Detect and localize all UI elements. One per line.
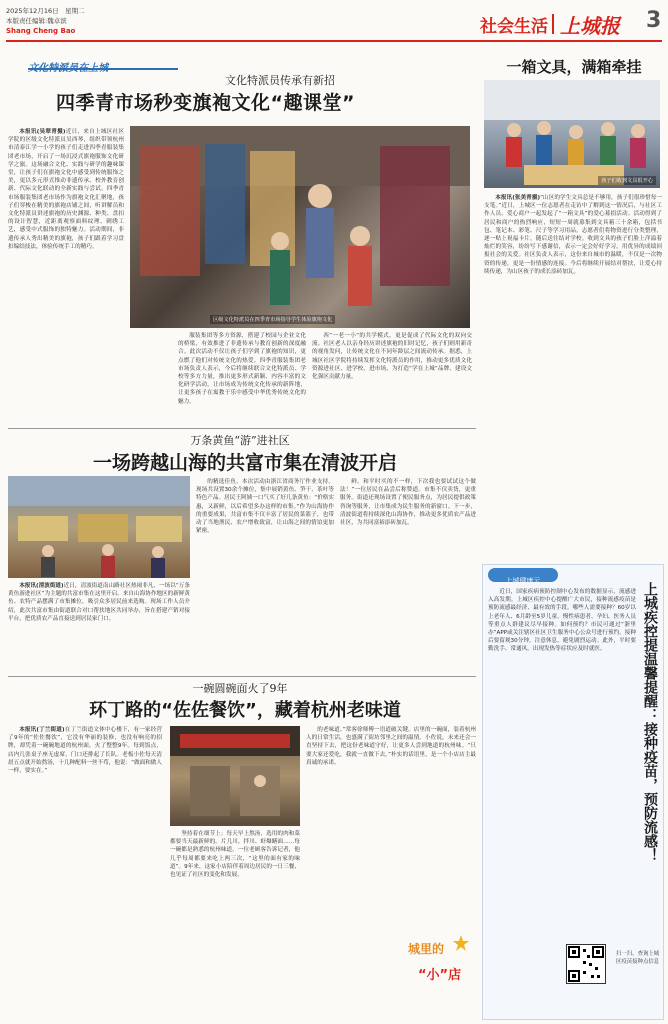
section-divider-1 (8, 428, 476, 429)
corner-badge (404, 930, 474, 1000)
story3-photo (8, 476, 190, 578)
page-number: 3 (646, 8, 662, 33)
story2-body (484, 194, 662, 554)
story1-photo-caption: 区级文化特派员在四季青市场指导学生体验旗袍文化 (210, 315, 335, 324)
masthead (0, 0, 668, 54)
story4-headline: 环丁路的“佐佐餐饮”，藏着杭州老味道 (89, 700, 401, 721)
corner-badge-line2: “小”店 (418, 968, 462, 983)
star-icon (452, 934, 470, 952)
story2-byline: 本报讯(张美青摄) (495, 195, 541, 201)
story3-photo-scene (8, 476, 190, 578)
story5-headline (640, 582, 662, 882)
story3-col3-text: 鲜，和平时买的不一样，下次我也要试试这个做法！”一位居民在品尝后称赞道。市集不仅卖货，更重服务。街道还现场设置了便民服务点，为居民提供政策咨询等服务，让市集成为民生服务的新窗口。下一步，清波街道将持续深化山海协作，推动更多优质农产品进社区，为共同富裕添砖加瓦。 (340, 479, 476, 527)
story2-photo-caption: 孩子们收到文具很开心 (598, 176, 656, 185)
story4-col2 (170, 830, 300, 1016)
column-badge-text: 文化特派员在上城 (28, 63, 108, 74)
corner-badge-line1: 城里的 (408, 942, 445, 956)
story1-col3 (312, 332, 472, 424)
story3-col3 (340, 478, 476, 672)
story2-photo (484, 80, 660, 188)
story5-body-text: 近日，国家疾病预防控制中心发布的数据显示，流感进入高发期。上城区疾控中心提醒广大市民，接种流感疫苗是预防流感最经济、最有效的手段。哪些人需要接种？60岁以上老年人、6月龄至5岁儿童、慢性病患者、孕妇、医务人员等重点人群建议尽早接种。如何预约？市民可通过“浙里办”APP或关注辖区社区卫生服务中心公众号进行预约。接种后要留观30分钟，注意休息，避免剧烈运动。此外，平时要勤洗手、常通风，出现发热等症状应及时就医。 (488, 589, 636, 653)
story1-byline: 本报讯(吴翠青摄) (19, 129, 66, 135)
story3-byline: 本报讯(清波街道) (19, 583, 64, 589)
story1-photo-scene (130, 126, 470, 328)
story3-kicker: 万条黄鱼“游”进社区 (190, 434, 290, 447)
section-title: 社会生活 (480, 17, 548, 37)
story1-kicker: 文化特派员传承有新招 (225, 74, 335, 87)
story3-col2-text: 的精选佳鱼。本次活动由浙江省商务厅作业支持。现场共设置30余个摊位，集中展销黄鱼、笋干、茶叶等特色产品。居民王阿姨一口气买了好几条黄鱼：“价格实惠，又新鲜，以后希望多办这样的市集。”作为山海协作的重要成果，共富市集不仅丰富了居民的菜篮子，也带动了当地渔民、农户增收致富，让山海之间的情谊更加紧密。 (196, 479, 334, 535)
paper-name: 上城报 (560, 14, 620, 38)
story4-photo-scene (170, 726, 300, 826)
story5-body (488, 588, 636, 938)
qr-code-icon (567, 945, 605, 983)
story4-byline: 本报讯(丁兰街道) (19, 727, 65, 733)
story3-headline: 一场跨越山海的共富市集在清波开启 (92, 452, 397, 474)
editor-line: 本版责任编辑:魏卓滨 (6, 17, 67, 25)
section-divider-2 (8, 676, 476, 677)
story4-col1 (8, 726, 162, 1016)
masthead-rule (6, 40, 662, 42)
paper-en: Shang Cheng Bao (6, 27, 76, 35)
story4-col3-text: 的老味道。”常客徐师傅一语道破关键。店里的一碗面，装着杭州人的日常生活，也盛满了街坊邻里之间的温情。小佐说，未来还会一直坚持下去，把这份老味道守好，让更多人尝到地道的杭州味。“只要大家还爱吃，我就一直做下去。”朴实的话语里，是一个小店店主最真诚的承诺。 (306, 727, 476, 766)
story4-photo (170, 726, 300, 826)
story1-col3-text: 西”一老一小”的共学模式，更是促成了代际文化的双向交流。社区老人以亲身经历讲述旗袍的旧时记忆，孩子们则用新奇的视角发问，让传统文化在不同年龄层之间流动传承。据悉，上城区社区学院将持续发挥文化特派员的作用，推动更多优质文化资源进社区、进学校、进市场，为打造“学在上城”品牌、建设文化强区贡献力量。 (312, 333, 472, 381)
story1-col2-text: 服装集团等多方资源，搭建了校园与企业文化的桥梁，有效推进了非遗传承与教育创新的深度融合。此次活动不仅让孩子们学到了旗袍的知识，更点燃了他们对传统文化的热爱。四季青服装集团老市场负责人表示，今后将继续联合文化特派员、学校等多方力量，推出更多形式新颖、内容丰富的文化研学活动，让市场成为传统文化传承的新阵地，让更多孩子在寓教于乐中感受中华优秀传统文化的魅力。 (178, 333, 306, 405)
column-badge (28, 56, 178, 74)
story3-col1-text: 近日，清波街道南山路社区热闹非凡，一场以“万条黄鱼游进社区”为主题的共富市集在这里开启。来自山海协作地区的新鲜黄鱼、农特产品摆满了市集摊位，吸引众多居民前来选购。现场工作人员介绍，此次共富市集由街道联合对口帮扶地区共同举办，旨在搭建产销对接平台，把优质农产品直接送到居民家门口。 (8, 583, 190, 622)
story5-head-badge-text: 上城健康云 (505, 577, 541, 585)
story4-col1-text: 在丁兰街道文体中心楼下，有一家经营了9年的“佐佐餐饮”，它没有华丽的装修，也没有响亮的招牌，却凭着一碗碗地道的杭州面，火了整整9年。每到饭点，店内几张桌子座无虚席，门口还排起了长队。老板小佐每天清晨五点就开始熬汤，十几种配料一丝不苟，他说：“做面和做人一样，要实在。” (8, 727, 162, 775)
story2-photo-scene (484, 80, 660, 188)
story2-body-text: “山区的学生文具总是不够用，孩子们很珍惜每一支笔。”近日，上城区一位志愿者在走访中了解到这一情况后，与社区工作人员、爱心商户一起发起了“一箱文具”的爱心募捐活动。活动得到了居民和商户的热烈响应，短短一周就募集到文具箱三十余箱，包括书包、笔记本、彩笔、尺子等学习用品。志愿者们将物资进行分类整理，逐一贴上祝福卡片，随后送往结对学校。收到文具的孩子们脸上洋溢着灿烂的笑容，纷纷写下感谢信，表示一定会好好学习，用优异的成绩回报社会的关爱。社区负责人表示，这份来自城市的温暖，不仅是一次物资的传递，更是一份情感的连接。今后将继续开展结对帮扶，让爱心持续传递，为山区孩子的成长添砖加瓦。 (484, 195, 662, 275)
masthead-divider (552, 14, 554, 34)
story5-head-badge (488, 568, 558, 585)
story3-col1 (8, 582, 190, 672)
qr-caption: 扫一扫，查询上城区疫苗接种点信息 (616, 951, 660, 965)
story1-headline: 四季青市场秒变旗袍文化“趣课堂” (56, 92, 355, 114)
story3-col2 (196, 478, 334, 672)
story4-col3 (306, 726, 476, 922)
story4-kicker: 一碗圆碗面火了9年 (192, 682, 288, 695)
story1-col1 (8, 128, 124, 424)
story5-headline-text: 上城疾控提温馨提醒：接种疫苗，预防流感！ (642, 582, 658, 862)
story1-col1-text: 近日，来自上城区社区学院的区级文化特派员吴西琴，组织带领杭州市清泰江学一小学的孩子们走进四季青服装集团老市场，开启了一场沉浸式旗袍服饰文化研学之旅。这场融合文化、实践与研学的趣味课堂，让孩子们在旗袍文化中感受到传统服饰之美，更以多元形式推动非遗传承、校外教育创新、代际文化联动的全新实践与尝试。四季青市场服装集团老市场作为旗袍文化汇聚地，孩子们穿梭在精美的旗袍店铺之间，听讲解员和文化特派员讲述旗袍的历史渊源、种类、盘扣的设计智慧，近距离观察面料纹理、刺绣工艺，感受中式服饰的独特魅力。活动期间，非遗传承人秀出精美的旗袍，孩子们跟着学习盘扣编结技法，体验传统手工的精巧。 (8, 129, 124, 250)
story2-headline: 一箱文具，满箱牵挂 (506, 58, 642, 76)
story1-photo (130, 126, 470, 328)
qr-code[interactable] (566, 944, 606, 984)
date-line: 2025年12月16日 星期二 (6, 7, 85, 15)
story1-col2 (178, 332, 306, 424)
story4-col2-text: 坚持着在细节上：每天早上熬汤，选用的肉和菜都要当天最新鲜的。片儿川、拌川、虾爆鳝面……每一碗都是熟悉的杭州味道。一位老顾客告诉记者，他几乎每周都要来吃上两三次，“这里的面有家的味道”。9年来，这家小店陪伴着周边居民的一日三餐，也见证了社区的变化和发展。 (170, 831, 300, 879)
